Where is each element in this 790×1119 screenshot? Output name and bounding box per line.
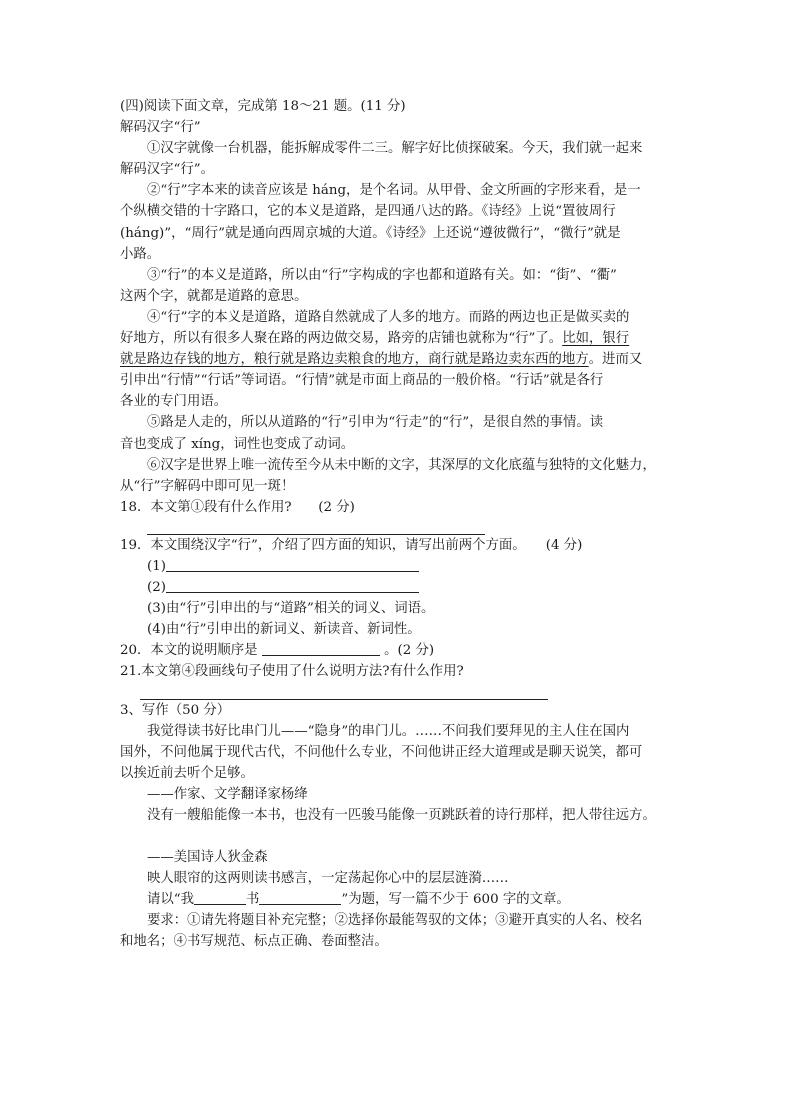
exam-page xyxy=(120,96,680,953)
quote-1-author: ——作家、文学翻译家杨绛 xyxy=(147,786,308,802)
quote-2: 没有一艘船能像一本书，也没有一匹骏马能像一页跳跃着的诗行那样，把人带往远方。 xyxy=(147,808,656,823)
question-20 xyxy=(120,640,680,661)
paragraph-4-line: ④“行”字的本义是道路，道路自然就成了人多的地方。而路的两边也正是做买卖的 xyxy=(147,309,630,325)
writing-requirements-line: 和地名；④书写规范、标点正确、卷面整洁。 xyxy=(120,934,388,950)
writing-heading: 3、写作（50 分） xyxy=(120,702,231,718)
question-20-points: 。(2 分) xyxy=(384,643,435,659)
article-title: 解码汉字“行” xyxy=(120,120,201,136)
paragraph-5-line: ⑤路是人走的，所以从道路的“行”引申为“行走”的“行”，是很自然的事情。读 xyxy=(147,415,604,431)
title-blank-1[interactable] xyxy=(194,890,246,905)
paragraph-3-line: ③“行”的本义是道路，所以由“行”字构成的字也都和道路有关。如：“街”、“衢” xyxy=(147,267,617,283)
quote-1-line: 我觉得读书好比串门儿——“隐身”的串门儿。……不问我们要拜见的主人住在国内 xyxy=(147,723,630,739)
paragraph-2-line: 小路。 xyxy=(120,246,161,262)
paragraph-2-line: (háng)”，“周行”就是通向西周京城的大道。《诗经》上还说“遵彼微行”，“微行”就是 xyxy=(120,225,621,241)
paragraph-6-line: ⑥汉字是世界上唯一流传至今从未中断的文字，其深厚的文化底蕴与独特的文化魅力， xyxy=(147,457,656,473)
question-21: 21.本文第④段画线句子使用了什么说明方法?有什么作用? xyxy=(120,664,464,680)
answer-19-3: (3)由“行”引申出的与“道路”相关的词义、词语。 xyxy=(147,601,435,617)
answer-blank-20[interactable] xyxy=(262,641,380,656)
question-19: 19．本文围绕汉字“行”，介绍了四方面的知识，请写出前两个方面。 (4 分) xyxy=(120,537,583,553)
paragraph-1-line: ①汉字就像一台机器，能拆解成零件二三。解字好比侦探破案。今天，我们就一起来 xyxy=(147,141,643,157)
quote-2-author: ——美国诗人狄金森 xyxy=(147,850,268,866)
answer-19-4: (4)由“行”引申出的新词义、新读音、新词性。 xyxy=(147,622,421,638)
answer-blank[interactable] xyxy=(166,578,419,593)
paragraph-2-line: 个纵横交错的十字路口，它的本义是道路，是四通八达的路。《诗经》上说“置彼周行 xyxy=(120,204,616,220)
paragraph-4-line: 各业的专门用语。 xyxy=(120,394,228,410)
answer-label: (1) xyxy=(147,558,166,574)
question-18: 18．本文第①段有什么作用? (2 分) xyxy=(120,499,355,515)
prompt-text: ”为题，写一篇不少于 600 字的文章。 xyxy=(341,892,570,908)
paragraph-4-line: 引申出“行情”“行话”等词语。“行情”就是市面上商品的一般价格。“行话”就是各行 xyxy=(120,373,604,389)
paragraph-3-line: 这两个字，就都是道路的意思。 xyxy=(120,288,308,304)
paragraph-4-text: 。进而又 xyxy=(588,352,643,368)
writing-prompt xyxy=(120,889,680,910)
answer-blank[interactable] xyxy=(166,557,419,572)
writing-intro: 映人眼帘的这两则读书感言，一定荡起你心中的层层涟漪…… xyxy=(147,871,509,887)
title-blank-2[interactable] xyxy=(259,890,341,905)
paragraph-2-line: ②“行”字本来的读音应该是 háng，是个名词。从甲骨、金文所画的字形来看，是一 xyxy=(147,183,641,199)
question-20-text: 20．本文的说明顺序是 xyxy=(120,643,258,659)
prompt-text: 书 xyxy=(246,892,260,908)
section-heading: (四)阅读下面文章，完成第 18～21 题。(11 分) xyxy=(120,99,406,114)
answer-label: (2) xyxy=(147,580,166,596)
answer-line-21[interactable] xyxy=(120,683,680,700)
writing-requirements-line: 要求：①请先将题目补充完整；②选择你最能驾驭的文体；③避开真实的人名、校名 xyxy=(147,913,643,929)
paragraph-4-line xyxy=(120,328,680,349)
prompt-text: 请以“我 xyxy=(147,892,195,908)
underlined-sentence: 比如，银行 xyxy=(562,331,630,347)
answer-line-18[interactable] xyxy=(120,518,680,535)
paragraph-4-line xyxy=(120,349,680,370)
paragraph-5-line: 音也变成了 xíng，词性也变成了动词。 xyxy=(120,436,355,452)
underlined-sentence: 就是路边存钱的地方，粮行就是路边卖粮食的地方，商行就是路边卖东西的地方 xyxy=(120,352,589,368)
paragraph-4-text: 好地方，所以有很多人聚在路的两边做交易，路旁的店铺也就称为“行”了。 xyxy=(120,331,563,347)
quote-1-line: 国外，不问他属于现代古代，不问他什么专业，不问他讲正经大道理或是聊天说笑，都可 xyxy=(120,744,643,760)
paragraph-1-line: 解码汉字“行”。 xyxy=(120,162,215,178)
paragraph-6-line: 从“行”字解码中即可见一斑！ xyxy=(120,478,295,494)
answer-19-1[interactable] xyxy=(120,556,680,577)
answer-19-2[interactable] xyxy=(120,577,680,598)
quote-1-line: 以挨近前去听个足够。 xyxy=(120,765,254,781)
